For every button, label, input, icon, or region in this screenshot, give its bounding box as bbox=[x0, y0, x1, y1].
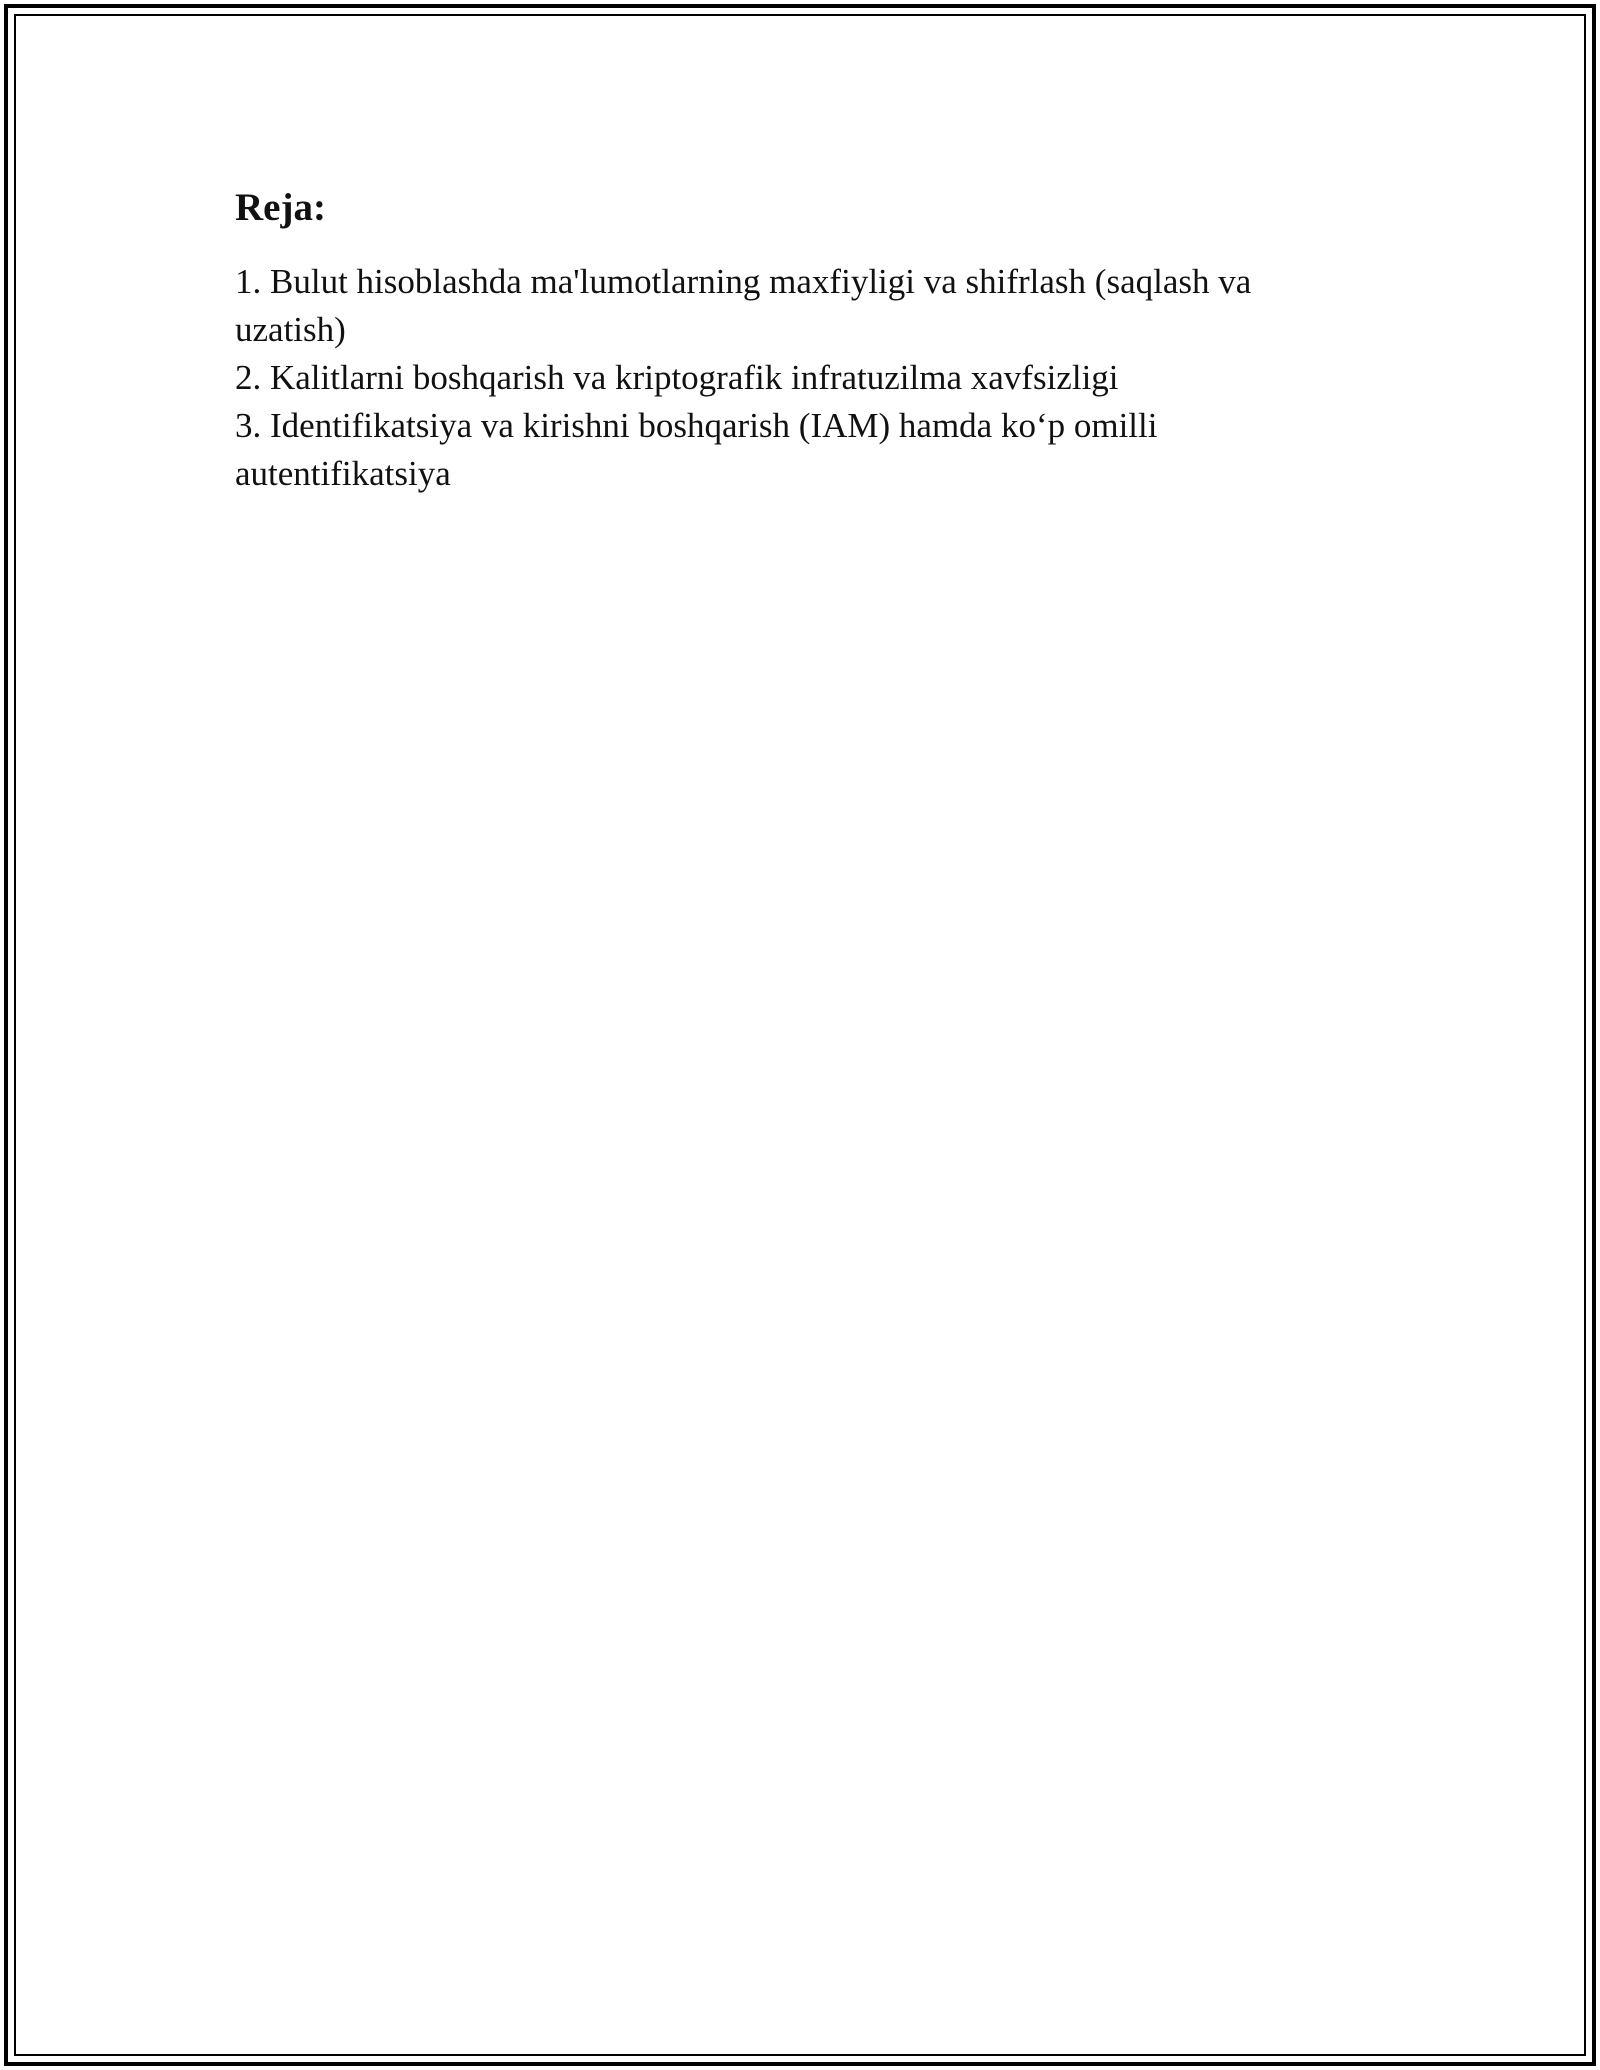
plan-item-1: 1. Bulut hisoblashda ma'lumotlarning maxfiyligi va shifrlash (saqlash va uzatish) bbox=[235, 261, 1252, 349]
plan-list bbox=[235, 258, 1365, 498]
document-content bbox=[235, 185, 1365, 498]
plan-item-3: 3. Identifikatsiya va kirishni boshqarish (IAM) hamda ko‘p omilli autentifikatsiya bbox=[235, 405, 1158, 493]
plan-item-2: 2. Kalitlarni boshqarish va kriptografik infratuzilma xavfsizligi bbox=[235, 357, 1119, 397]
plan-title: Reja: bbox=[235, 186, 326, 229]
